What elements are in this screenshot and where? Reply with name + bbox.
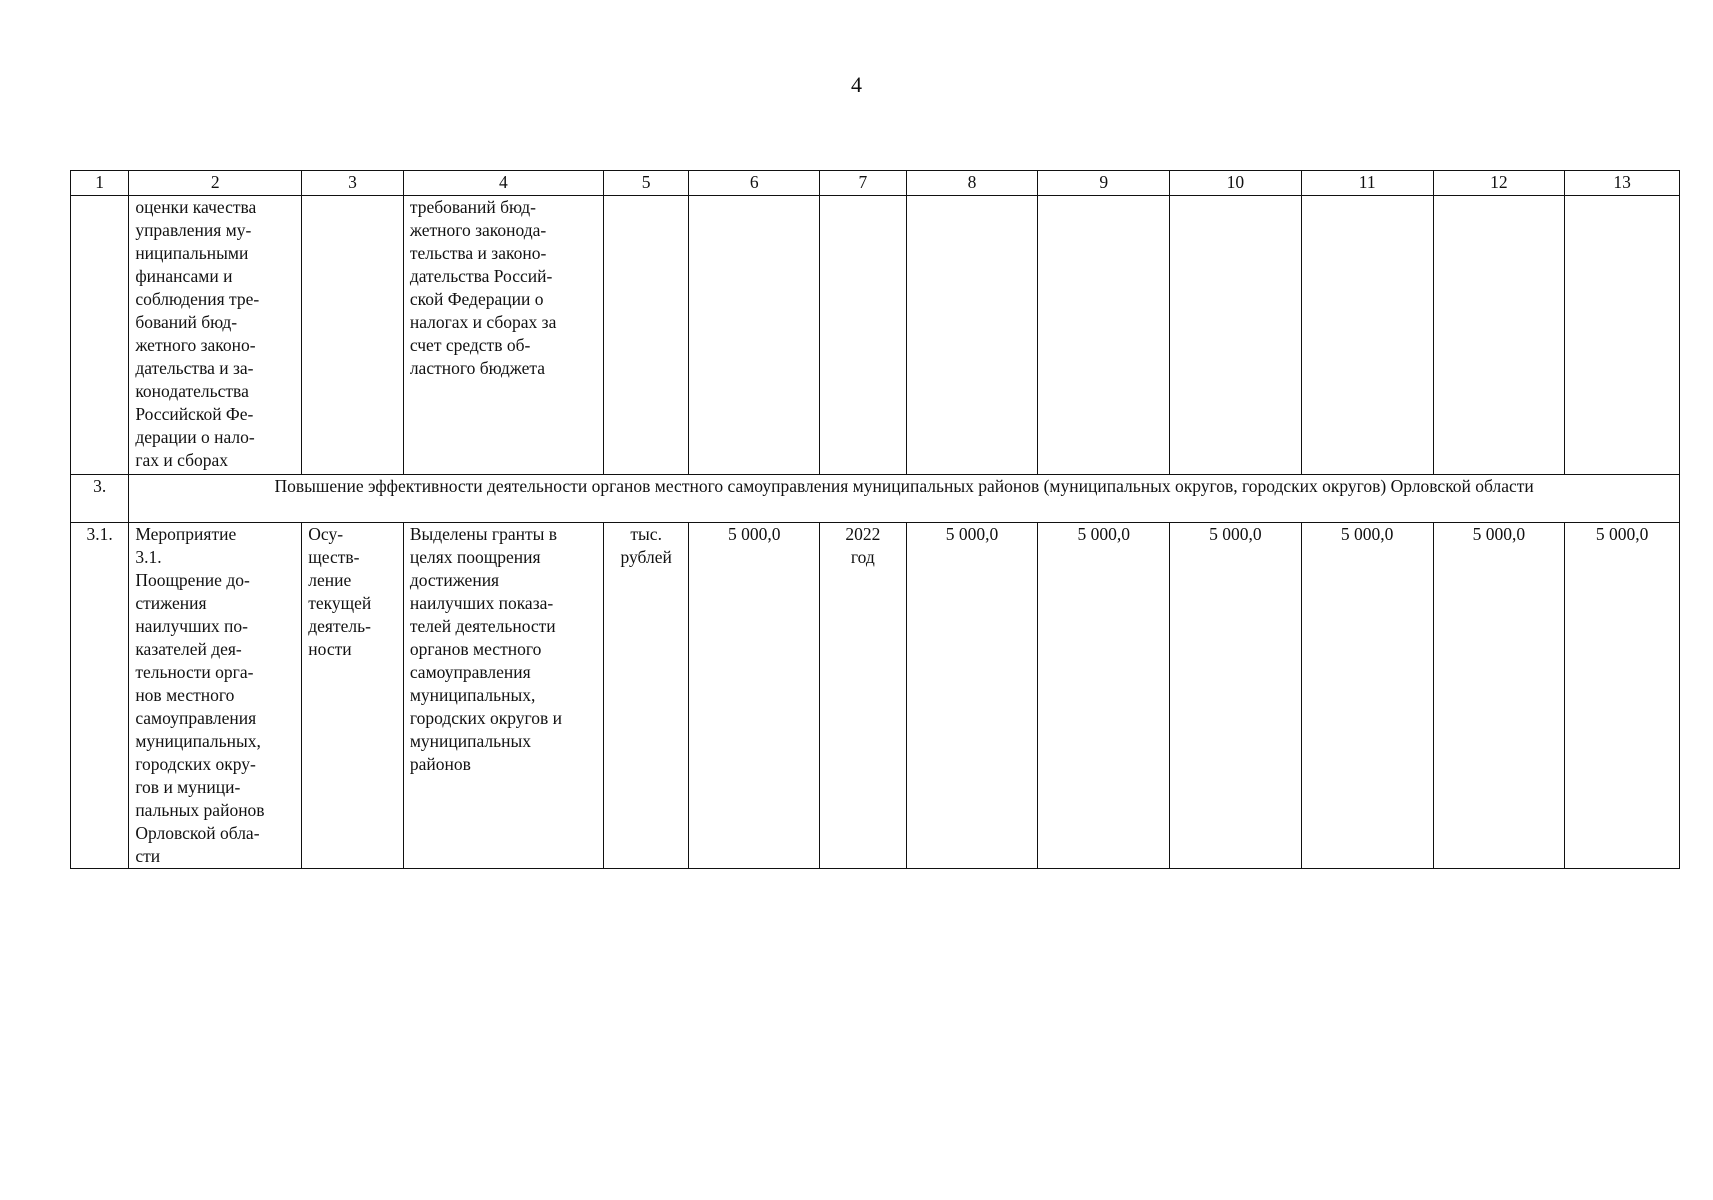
activity-value-9: 5 000,0 [1038, 523, 1170, 869]
column-number-row [71, 171, 1680, 196]
activity-value-12: 5 000,0 [1433, 523, 1565, 869]
column-header-12: 12 [1433, 171, 1565, 196]
activity-value-11: 5 000,0 [1301, 523, 1433, 869]
activity-value-10: 5 000,0 [1170, 523, 1302, 869]
cell-empty [1301, 196, 1433, 475]
cell-empty [1170, 196, 1302, 475]
section-row [71, 475, 1680, 523]
cell-empty [906, 196, 1038, 475]
cell-empty [603, 196, 688, 475]
activity-funding-type: Осу- ществ- ление текущей деятель- ности [302, 523, 404, 869]
column-header-1: 1 [71, 171, 129, 196]
cell-empty [302, 196, 404, 475]
cell-empty [689, 196, 820, 475]
activity-unit: тыс. рублей [603, 523, 688, 869]
column-header-2: 2 [129, 171, 302, 196]
cell-empty [820, 196, 906, 475]
activity-name: Мероприятие 3.1. Поощрение до- стижения наилучших по- казателей дея- тельности орга- нов местного самоуправления муниципальных, городских окру- гов и муници- пальных районов Орловской обла- сти [129, 523, 302, 869]
column-header-7: 7 [820, 171, 906, 196]
column-header-8: 8 [906, 171, 1038, 196]
activity-number: 3.1. [71, 523, 129, 869]
column-header-4: 4 [403, 171, 603, 196]
column-header-5: 5 [603, 171, 688, 196]
column-header-13: 13 [1565, 171, 1680, 196]
cell-empty [71, 196, 129, 475]
activity-result: Выделены гранты в целях поощрения достижения наилучших показа- телей деятельности органов местного самоуправления муниципальных, городских округов и муниципальных районов [403, 523, 603, 869]
column-header-3: 3 [302, 171, 404, 196]
cell-empty [1433, 196, 1565, 475]
activity-value-8: 5 000,0 [906, 523, 1038, 869]
column-header-9: 9 [1038, 171, 1170, 196]
continuation-row [71, 196, 1680, 475]
continuation-result-text: требований бюд- жетного законода- тельства и законо- дательства Россий- ской Федерации о налогах и сборах за счет средств об- ластного бюджета [403, 196, 603, 475]
continuation-indicator-text: оценки качества управления му- ниципальными финансами и соблюдения тре- бований бюд- жетного законо- дательства и за- конодательства Российской Фе- дерации о нало- гах и сборах [129, 196, 302, 475]
column-header-6: 6 [689, 171, 820, 196]
activity-value-13: 5 000,0 [1565, 523, 1680, 869]
section-number: 3. [71, 475, 129, 523]
activity-row [71, 523, 1680, 869]
activity-value-6: 5 000,0 [689, 523, 820, 869]
column-header-11: 11 [1301, 171, 1433, 196]
section-title: Повышение эффективности деятельности органов местного самоуправления муниципальных районов (муниципальных округов, городских округов) Орловской области [129, 475, 1680, 523]
cell-empty [1565, 196, 1680, 475]
column-header-10: 10 [1170, 171, 1302, 196]
activity-year: 2022 год [820, 523, 906, 869]
program-table [70, 170, 1680, 869]
page-number: 4 [851, 72, 862, 97]
cell-empty [1038, 196, 1170, 475]
